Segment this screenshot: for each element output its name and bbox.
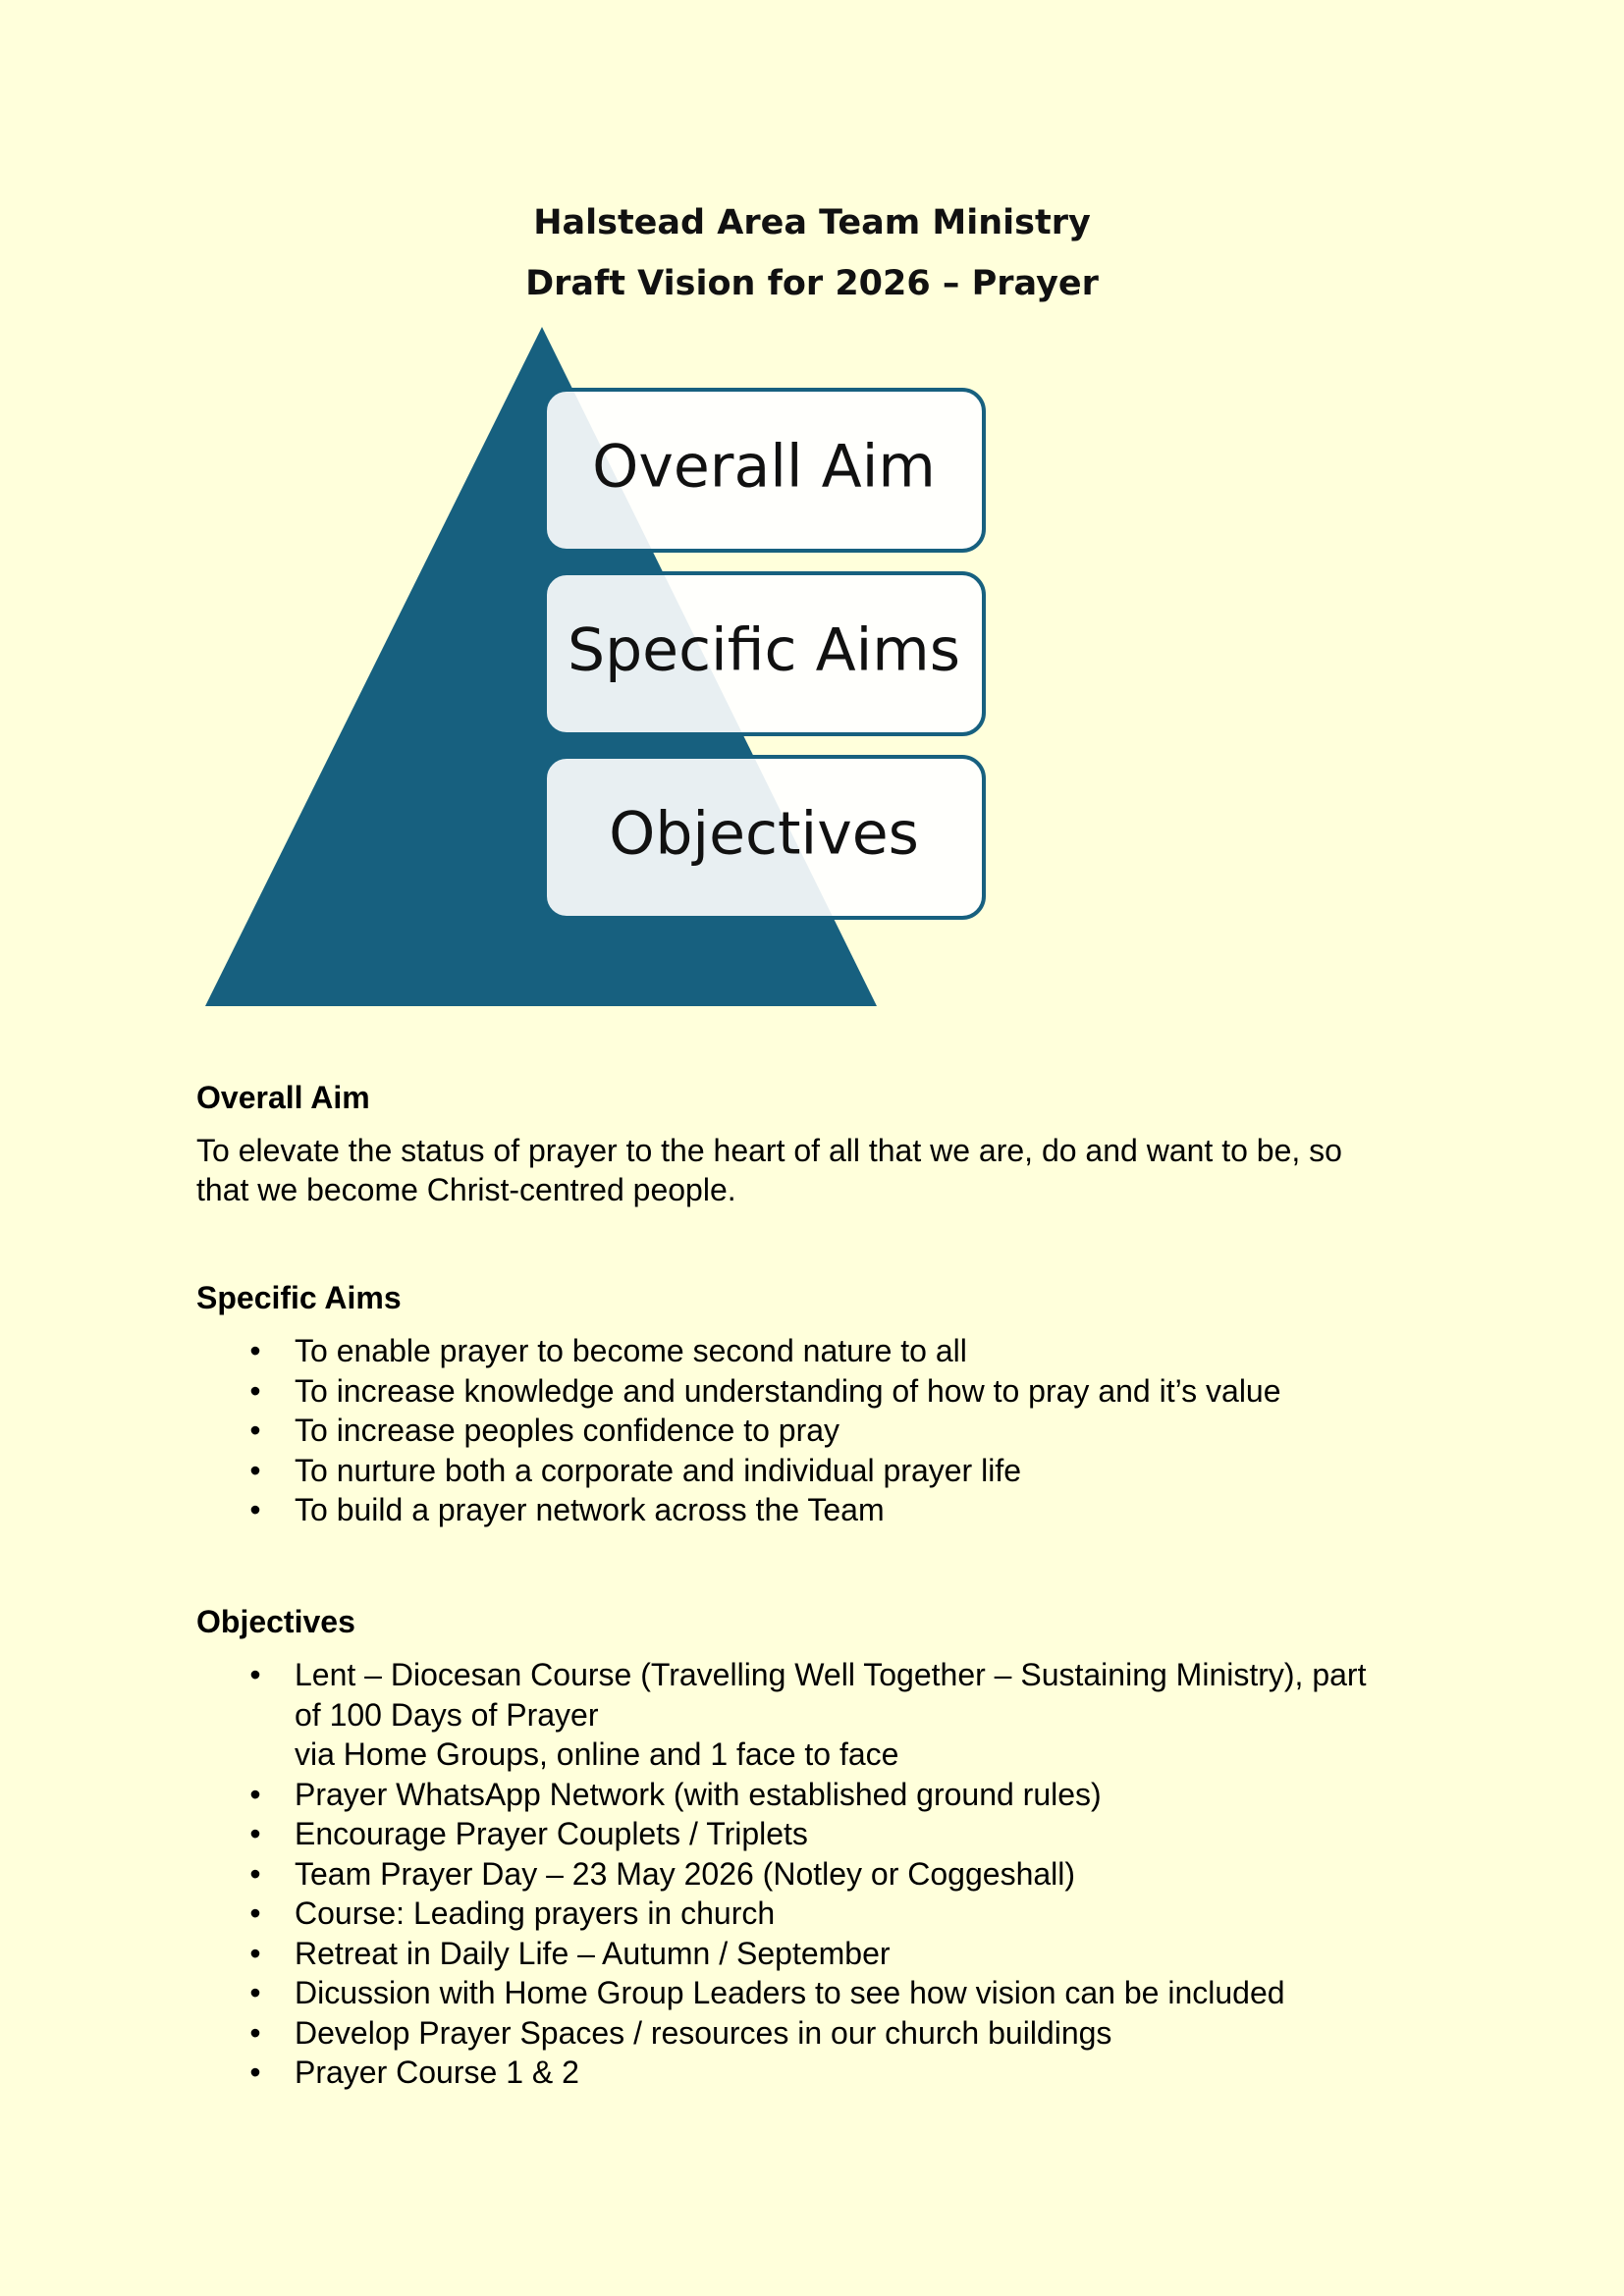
list-item: • Prayer Course 1 & 2 <box>196 2053 1473 2093</box>
overall-aim-heading: Overall Aim <box>196 1080 370 1115</box>
bullet-icon: • <box>249 1935 261 1971</box>
bullet-icon: • <box>249 1372 261 1409</box>
list-item: • To increase knowledge and understanding of how to pray and it’s value <box>196 1371 1473 1412</box>
title-line-2: Draft Vision for 2026 – Prayer <box>525 264 1099 303</box>
title-line-1: Halstead Area Team Ministry <box>533 203 1091 242</box>
list-item: • Encourage Prayer Couplets / Triplets <box>196 1814 1473 1854</box>
bullet-icon: • <box>249 1855 261 1892</box>
list-item: • To build a prayer network across the Team <box>196 1490 1473 1530</box>
specific-aims-section <box>196 1278 1473 1530</box>
bullet-icon: • <box>249 1816 261 1851</box>
bullet-icon: • <box>249 1492 261 1527</box>
box-overall-aim <box>545 390 984 551</box>
overall-aim-line-1: To elevate the status of prayer to the heart of all that we are, do and want to be, so <box>196 1133 1342 1168</box>
bullet-icon: • <box>249 1975 261 2010</box>
overall-aim-line-2: that we become Christ-centred people. <box>196 1172 736 1207</box>
objectives-section <box>196 1602 1473 2093</box>
list-item: • To increase peoples confidence to pray <box>196 1411 1473 1451</box>
pyramid-svg <box>0 0 1624 1041</box>
bullet-icon: • <box>249 1657 261 1692</box>
box-objectives-label: Objectives <box>609 799 919 869</box>
objectives-list <box>196 1655 1473 2093</box>
box-specific-aims <box>545 573 984 734</box>
list-item: • Lent – Diocesan Course (Travelling Well Together – Sustaining Ministry), part of 100 Days of Prayer via Home Groups, online and 1 face to face <box>196 1655 1473 1775</box>
list-item: • Team Prayer Day – 23 May 2026 (Notley or Coggeshall) <box>196 1854 1473 1895</box>
bullet-icon: • <box>249 1413 261 1448</box>
list-item: • Prayer WhatsApp Network (with established ground rules) <box>196 1775 1473 1815</box>
list-item: • Dicussion with Home Group Leaders to see how vision can be included <box>196 1973 1473 2013</box>
list-item: • To enable prayer to become second nature to all <box>196 1331 1473 1371</box>
bullet-icon: • <box>249 1896 261 1931</box>
specific-aims-list <box>196 1331 1473 1530</box>
bullet-icon: • <box>249 1333 261 1368</box>
overall-aim-section <box>196 1078 1473 1209</box>
bullet-icon: • <box>249 1452 261 1488</box>
specific-aims-heading: Specific Aims <box>196 1280 402 1315</box>
list-item: • Retreat in Daily Life – Autumn / September <box>196 1934 1473 1974</box>
objectives-heading: Objectives <box>196 1604 355 1639</box>
box-overall-aim-label: Overall Aim <box>592 432 936 502</box>
box-specific-aims-label: Specific Aims <box>567 615 961 685</box>
bullet-icon: • <box>249 1776 261 1812</box>
list-item: • Course: Leading prayers in church <box>196 1894 1473 1934</box>
bullet-icon: • <box>249 2014 261 2051</box>
bullet-icon: • <box>249 2055 261 2090</box>
list-item: • Develop Prayer Spaces / resources in our church buildings <box>196 2013 1473 2054</box>
box-objectives <box>545 757 984 918</box>
pyramid-diagram <box>0 0 1624 1041</box>
list-item: • To nurture both a corporate and individual prayer life <box>196 1451 1473 1491</box>
overall-aim-text <box>196 1131 1473 1209</box>
